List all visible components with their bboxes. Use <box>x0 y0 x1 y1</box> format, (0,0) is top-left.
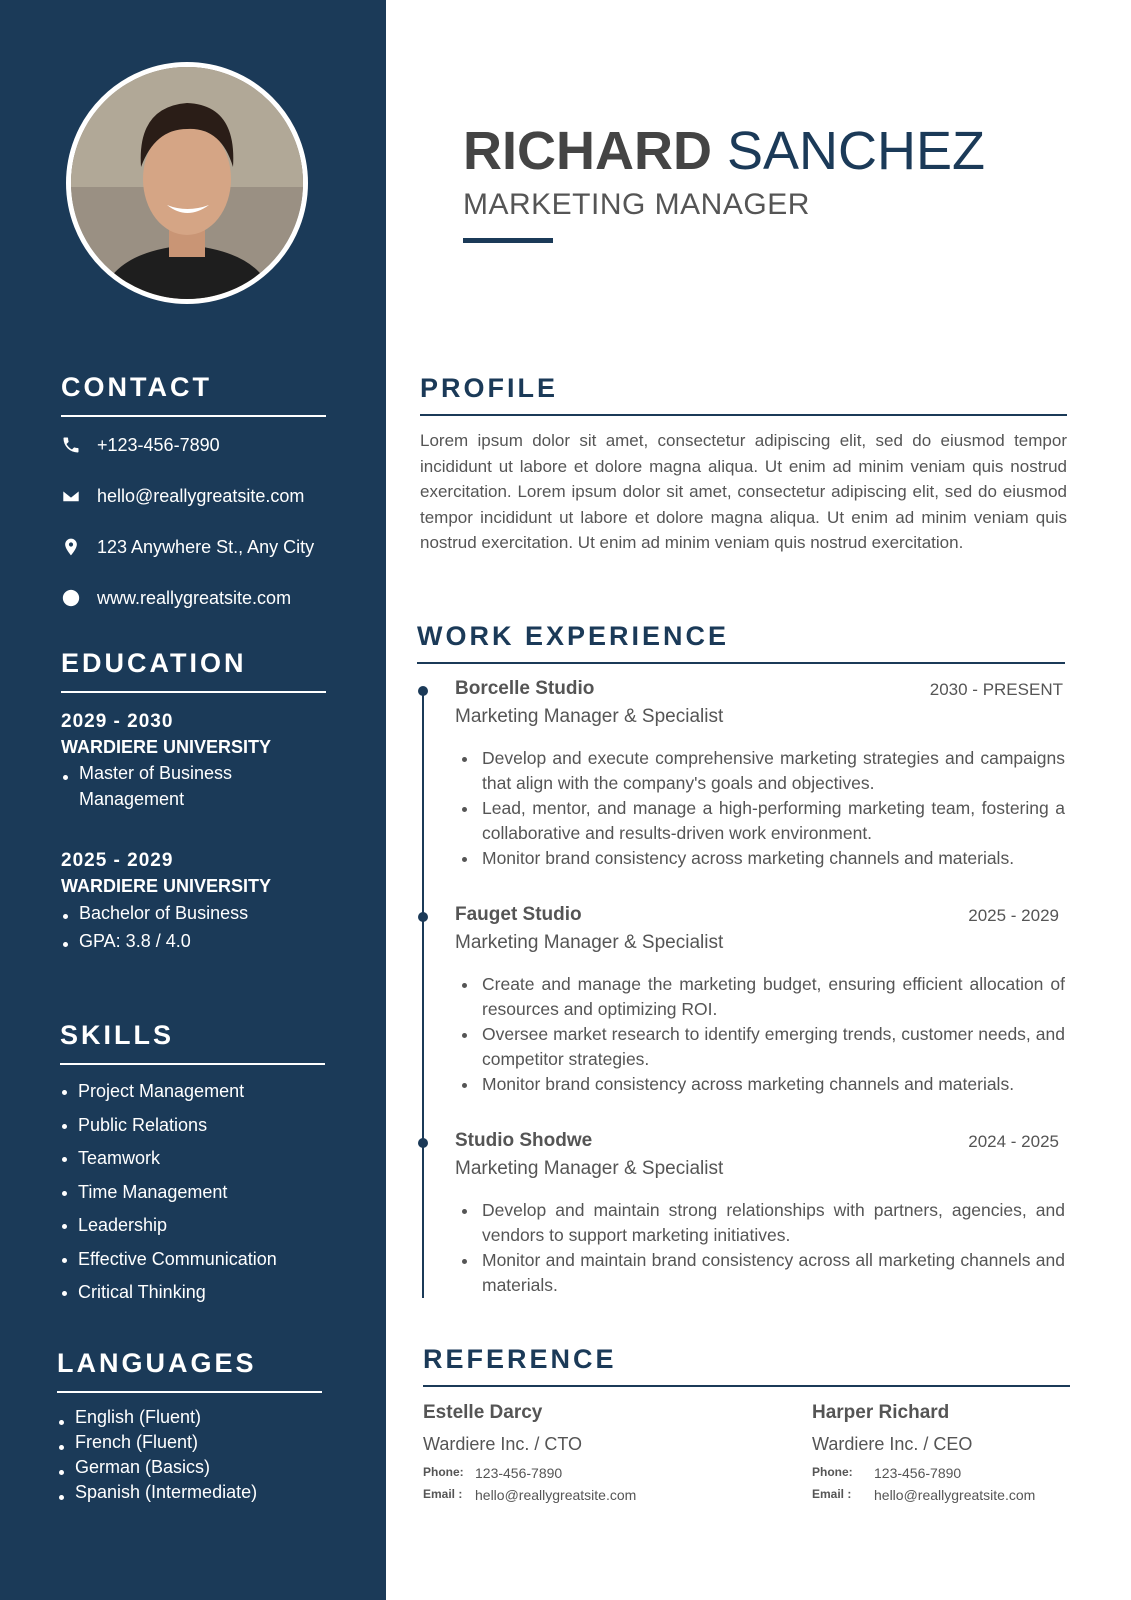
profile-text: Lorem ipsum dolor sit amet, consectetur adipiscing elit, sed do eiusmod tempor incididunt ut labore et dolore magna aliqua. Ut enim ad minim veniam quis nostrud exercitation. Lorem ipsum dolor sit amet, consectetur adipiscing elit, sed do eiusmod tempor incididunt ut labore et dolore magna aliqua. Ut enim ad minim veniam quis nostrud exercitation. Ut enim ad minim veniam quis nostrud exercitation. <box>420 431 1067 552</box>
job-company: Fauget Studio <box>455 904 582 925</box>
phone-value: 123-456-7890 <box>475 1465 563 1481</box>
timeline-dot <box>418 686 428 696</box>
education-detail: Master of Business Management <box>61 760 261 812</box>
skill-item: Time Management <box>60 1176 325 1210</box>
skill-item: Project Management <box>60 1075 325 1109</box>
education-years: 2025 - 2029 <box>61 850 174 871</box>
education-entry <box>61 711 326 812</box>
contact-text: 123 Anywhere St., Any City <box>97 536 315 557</box>
language-item: French (Fluent) <box>57 1430 322 1455</box>
full-name <box>463 120 985 182</box>
contact-text: www.reallygreatsite.com <box>97 587 292 608</box>
timeline-dot <box>418 1138 428 1148</box>
contact-heading: CONTACT <box>61 372 212 402</box>
reference-heading: REFERENCE <box>423 1344 617 1374</box>
job-entry <box>455 678 1065 871</box>
email-value: hello@reallygreatsite.com <box>475 1487 637 1503</box>
education-detail: Bachelor of Business <box>61 899 326 927</box>
job-title: MARKETING MANAGER <box>463 188 810 221</box>
reference-entry <box>812 1402 1035 1503</box>
job-dates: 2025 - 2029 <box>968 906 1059 925</box>
job-bullet: Monitor and maintain brand consistency across all marketing channels and materials. <box>455 1248 1065 1298</box>
skill-item: Effective Communication <box>60 1243 325 1277</box>
divider <box>423 1385 1070 1387</box>
education-detail: GPA: 3.8 / 4.0 <box>61 927 326 955</box>
profile-photo <box>66 62 308 304</box>
skills-heading: SKILLS <box>60 1020 175 1050</box>
email-value: hello@reallygreatsite.com <box>874 1487 1036 1503</box>
last-name: SANCHEZ <box>727 121 986 181</box>
divider <box>61 415 326 417</box>
divider <box>60 1063 325 1065</box>
job-entry <box>455 904 1065 1097</box>
job-role: Marketing Manager & Specialist <box>455 1158 724 1179</box>
job-dates: 2024 - 2025 <box>968 1132 1059 1151</box>
work-heading: WORK EXPERIENCE <box>417 621 730 651</box>
contact-phone <box>61 433 326 457</box>
skill-item: Public Relations <box>60 1109 325 1143</box>
phone-label: Phone: <box>812 1465 853 1479</box>
first-name: RICHARD <box>463 121 712 181</box>
reference-company: Wardiere Inc. / CTO <box>423 1434 583 1454</box>
location-pin-icon <box>61 537 81 557</box>
title-underline <box>463 238 553 243</box>
job-dates: 2030 - PRESENT <box>929 680 1063 699</box>
language-item: Spanish (Intermediate) <box>57 1480 322 1505</box>
job-bullet: Lead, mentor, and manage a high-performing marketing team, fostering a collaborative and results-driven work environment. <box>455 796 1065 846</box>
job-bullet: Create and manage the marketing budget, ensuring efficient allocation of resources and optimizing ROI. <box>455 972 1065 1022</box>
email-label: Email : <box>423 1487 463 1501</box>
contact-text: +123-456-7890 <box>97 434 220 455</box>
education-entry <box>61 850 326 955</box>
job-bullet: Develop and maintain strong relationships with partners, agencies, and vendors to support marketing initiatives. <box>455 1198 1065 1248</box>
job-company: Studio Shodwe <box>455 1130 593 1151</box>
skill-item: Leadership <box>60 1209 325 1243</box>
mail-icon <box>61 486 81 506</box>
skill-item: Teamwork <box>60 1142 325 1176</box>
reference-phone <box>423 1465 636 1481</box>
email-label: Email : <box>812 1487 852 1501</box>
language-item: German (Basics) <box>57 1455 322 1480</box>
reference-name: Estelle Darcy <box>423 1402 543 1423</box>
job-company: Borcelle Studio <box>455 678 595 699</box>
divider <box>61 691 326 693</box>
timeline-line <box>422 690 424 1298</box>
languages-heading: LANGUAGES <box>57 1348 257 1378</box>
job-role: Marketing Manager & Specialist <box>455 706 724 727</box>
education-school: WARDIERE UNIVERSITY <box>61 876 272 896</box>
job-bullet: Oversee market research to identify emerging trends, customer needs, and competitor strategies. <box>455 1022 1065 1072</box>
divider <box>420 414 1067 416</box>
contact-website <box>61 586 326 610</box>
globe-icon <box>61 588 81 608</box>
divider <box>57 1391 322 1393</box>
education-years: 2029 - 2030 <box>61 711 174 732</box>
reference-entry <box>423 1402 636 1503</box>
sidebar <box>0 0 386 1600</box>
language-item: English (Fluent) <box>57 1405 322 1430</box>
skill-item: Critical Thinking <box>60 1276 325 1310</box>
job-role: Marketing Manager & Specialist <box>455 932 724 953</box>
contact-email <box>61 484 326 508</box>
timeline-dot <box>418 912 428 922</box>
contact-address <box>61 535 326 559</box>
job-entry <box>455 1130 1065 1298</box>
reference-email <box>423 1487 636 1503</box>
reference-phone <box>812 1465 1035 1481</box>
job-bullet: Monitor brand consistency across marketing channels and materials. <box>455 1072 1065 1097</box>
education-heading: EDUCATION <box>61 648 247 678</box>
profile-heading: PROFILE <box>420 373 559 403</box>
job-bullet: Develop and execute comprehensive marketing strategies and campaigns that align with the company's goals and objectives. <box>455 746 1065 796</box>
phone-value: 123-456-7890 <box>874 1465 962 1481</box>
phone-label: Phone: <box>423 1465 464 1479</box>
contact-text: hello@reallygreatsite.com <box>97 485 305 506</box>
name-header <box>463 120 985 243</box>
reference-company: Wardiere Inc. / CEO <box>812 1434 973 1454</box>
phone-icon <box>61 435 81 455</box>
reference-name: Harper Richard <box>812 1402 950 1423</box>
reference-email <box>812 1487 1035 1503</box>
education-school: WARDIERE UNIVERSITY <box>61 737 272 757</box>
divider <box>417 662 1065 664</box>
job-bullet: Monitor brand consistency across marketing channels and materials. <box>455 846 1065 871</box>
